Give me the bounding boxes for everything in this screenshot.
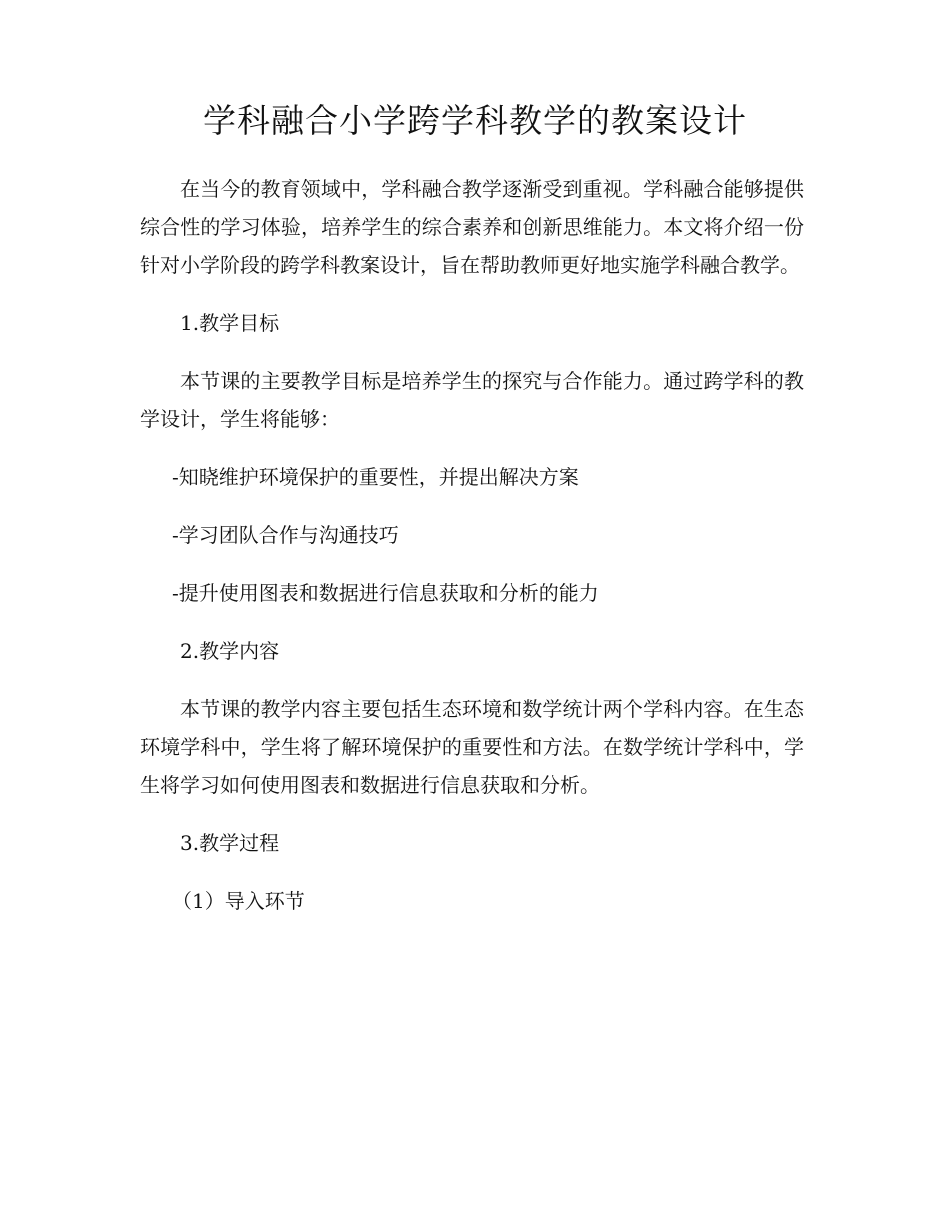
document-body (140, 170, 804, 940)
section-heading-objectives: 1.教学目标 (180, 311, 280, 335)
section-heading-content: 2.教学内容 (180, 639, 280, 663)
document-title: 学科融合小学跨学科教学的教案设计 (203, 101, 747, 140)
objective-item: -学习团队合作与沟通技巧 (172, 523, 399, 547)
objective-item: -提升使用图表和数据进行信息获取和分析的能力 (172, 581, 599, 605)
section-heading-process: 3.教学过程 (180, 831, 280, 855)
objective-item: -知晓维护环境保护的重要性，并提出解决方案 (172, 465, 579, 489)
subsection-heading-intro: （1）导入环节 (172, 889, 305, 913)
content-paragraph: 本节课的教学内容主要包括生态环境和数学统计两个学科内容。在生态环境学科中，学生将了解环境保护的重要性和方法。在数学统计学科中，学生将学习如何使用图表和数据进行信息获取和分析。 (140, 697, 804, 797)
objectives-paragraph: 本节课的主要教学目标是培养学生的探究与合作能力。通过跨学科的教学设计，学生将能够： (140, 369, 804, 431)
intro-paragraph: 在当今的教育领域中，学科融合教学逐渐受到重视。学科融合能够提供综合性的学习体验，培养学生的综合素养和创新思维能力。本文将介绍一份针对小学阶段的跨学科教案设计，旨在帮助教师更好地实施学科融合教学。 (140, 177, 804, 277)
